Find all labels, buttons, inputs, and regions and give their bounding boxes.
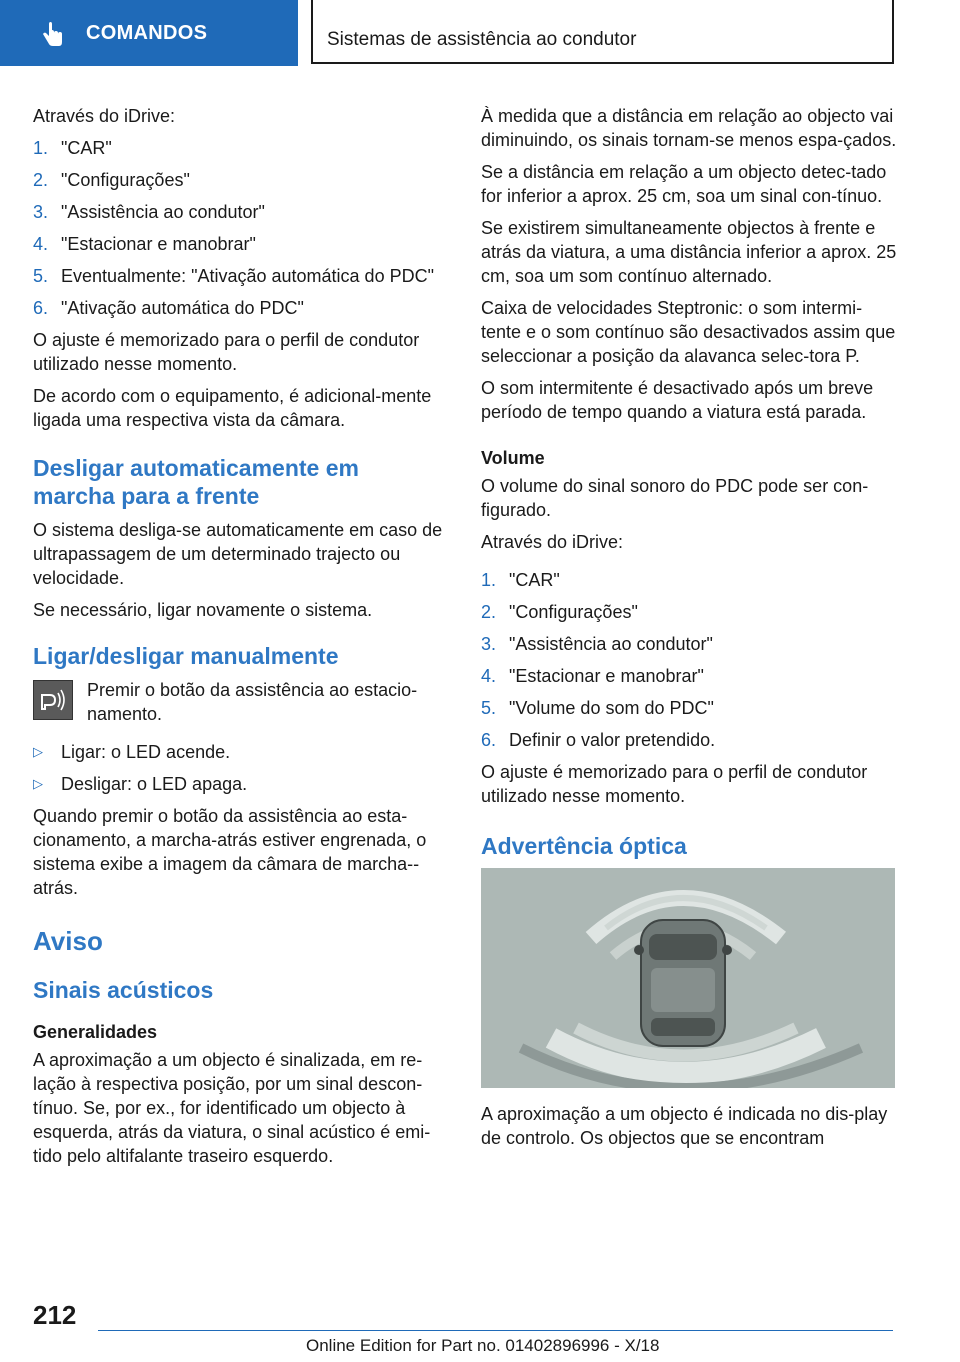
step-number: 6. bbox=[33, 298, 49, 318]
step-text: "Ativação automática do PDC" bbox=[61, 298, 304, 318]
step-text: "CAR" bbox=[509, 570, 560, 590]
step-number: 2. bbox=[33, 170, 49, 190]
step-item bbox=[481, 728, 897, 752]
triangle-bullet-icon: ▷ bbox=[33, 776, 43, 791]
step-number: 4. bbox=[481, 666, 497, 686]
bullet-item bbox=[33, 772, 445, 796]
section-label: COMANDOS bbox=[86, 22, 208, 44]
edition-text: Online Edition for Part no. 01402896996 - X/18 bbox=[306, 1336, 660, 1355]
step-number: 5. bbox=[33, 266, 49, 286]
paragraph: O sistema desliga-se automaticamente em caso de ultrapassagem de um determinado trajecto ou velocidade. bbox=[33, 520, 443, 588]
paragraph: O som intermitente é desactivado após um breve período de tempo quando a viatura está parada. bbox=[481, 378, 874, 422]
step-number: 5. bbox=[481, 698, 497, 718]
paragraph: À medida que a distância em relação ao objecto vai diminuindo, os sinais tornam-se menos espa-çados. bbox=[481, 106, 897, 150]
parking-assist-button-icon bbox=[33, 680, 73, 720]
step-text: Eventualmente: "Ativação automática do PDC" bbox=[61, 266, 434, 286]
heading-volume: Volume bbox=[481, 448, 545, 468]
step-number: 2. bbox=[481, 602, 497, 622]
section-tab bbox=[0, 0, 298, 66]
step-text: "Assistência ao condutor" bbox=[509, 634, 713, 654]
bullet-text: Desligar: o LED apaga. bbox=[61, 774, 248, 794]
paragraph: A aproximação a um objecto é sinalizada, em re-lação à respectiva posição, por um sinal descon-tínuo. Se, por ex., for identificado um objecto à esquerda, atrás da viatura, o sinal acústico é emi-tido pelo altifalante traseiro esquerdo. bbox=[33, 1050, 431, 1166]
chapter-header bbox=[311, 0, 894, 64]
right-column bbox=[481, 104, 897, 1158]
step-number: 3. bbox=[33, 202, 49, 222]
step-number: 6. bbox=[481, 730, 497, 750]
volume-steps-list bbox=[481, 568, 897, 752]
step-item bbox=[481, 600, 897, 624]
heading-visual-warning: Advertência óptica bbox=[481, 833, 687, 859]
step-text: "Estacionar e manobrar" bbox=[509, 666, 704, 686]
step-item bbox=[481, 632, 897, 656]
step-text: "Estacionar e manobrar" bbox=[61, 234, 256, 254]
step-text: "Assistência ao condutor" bbox=[61, 202, 265, 222]
paragraph: Se necessário, ligar novamente o sistema. bbox=[33, 600, 373, 620]
paragraph: O volume do sinal sonoro do PDC pode ser con-figurado. bbox=[481, 476, 869, 520]
footer-divider bbox=[98, 1330, 893, 1331]
step-number: 3. bbox=[481, 634, 497, 654]
idrive-intro: Através do iDrive: bbox=[33, 106, 176, 126]
step-text: "Volume do som do PDC" bbox=[509, 698, 714, 718]
paragraph: Quando premir o botão da assistência ao esta-cionamento, a marcha-atrás estiver engrenada, o sistema exibe a imagem da câmara de marcha--atrás. bbox=[33, 806, 427, 898]
paragraph: A aproximação a um objecto é indicada no dis-play de controlo. Os objectos que se encontram bbox=[481, 1104, 888, 1148]
triangle-bullet-icon: ▷ bbox=[33, 744, 43, 759]
pdc-button-text: Premir o botão da assistência ao estacio-namento. bbox=[87, 680, 418, 724]
heading-general: Generalidades bbox=[33, 1022, 158, 1042]
heading-manual: Ligar/desligar manualmente bbox=[33, 643, 339, 669]
paragraph: De acordo com o equipamento, é adicional-mente ligada uma respectiva vista da câmara. bbox=[33, 386, 432, 430]
step-item bbox=[481, 664, 897, 688]
step-number: 1. bbox=[481, 570, 497, 590]
step-text: "CAR" bbox=[61, 138, 112, 158]
idrive-steps-list bbox=[33, 136, 445, 320]
heading-aviso: Aviso bbox=[33, 926, 103, 956]
step-item bbox=[33, 168, 445, 192]
paragraph: Se a distância em relação a um objecto detec-tado for inferior a aprox. 25 cm, soa um sinal con-tínuo. bbox=[481, 162, 887, 206]
paragraph: Se existirem simultaneamente objectos à frente e atrás da viatura, a uma distância inferior a aprox. 25 cm, soa um som contínuo alternado. bbox=[481, 218, 897, 286]
left-column bbox=[33, 104, 445, 1176]
bullet-text: Ligar: o LED acende. bbox=[61, 742, 231, 762]
heading-auto-off: Desligar automaticamente em marcha para a frente bbox=[33, 455, 359, 509]
step-item bbox=[33, 200, 445, 224]
hand-pointer-icon bbox=[40, 22, 66, 48]
step-number: 1. bbox=[33, 138, 49, 158]
step-number: 4. bbox=[33, 234, 49, 254]
page-number: 212 bbox=[33, 1300, 77, 1330]
step-item bbox=[33, 264, 445, 288]
step-item bbox=[481, 568, 897, 592]
step-item bbox=[33, 136, 445, 160]
paragraph: O ajuste é memorizado para o perfil de condutor utilizado nesse momento. bbox=[481, 762, 868, 806]
step-text: Definir o valor pretendido. bbox=[509, 730, 716, 750]
paragraph: O ajuste é memorizado para o perfil de condutor utilizado nesse momento. bbox=[33, 330, 420, 374]
pdc-button-instruction bbox=[33, 678, 445, 726]
pdc-display-image bbox=[481, 868, 895, 1088]
step-item bbox=[33, 232, 445, 256]
step-text: "Configurações" bbox=[509, 602, 638, 622]
paragraph: Caixa de velocidades Steptronic: o som intermi-tente e o som contínuo são desactivados assim que seleccionar a posição da alavanca selec-tora P. bbox=[481, 298, 896, 366]
idrive-intro: Através do iDrive: bbox=[481, 532, 624, 552]
heading-acoustic-signals: Sinais acústicos bbox=[33, 977, 214, 1003]
step-item bbox=[33, 296, 445, 320]
chapter-title: Sistemas de assistência ao condutor bbox=[327, 29, 637, 50]
bullet-item bbox=[33, 740, 445, 764]
step-item bbox=[481, 696, 897, 720]
step-text: "Configurações" bbox=[61, 170, 190, 190]
pdc-car-illustration bbox=[481, 868, 895, 1088]
